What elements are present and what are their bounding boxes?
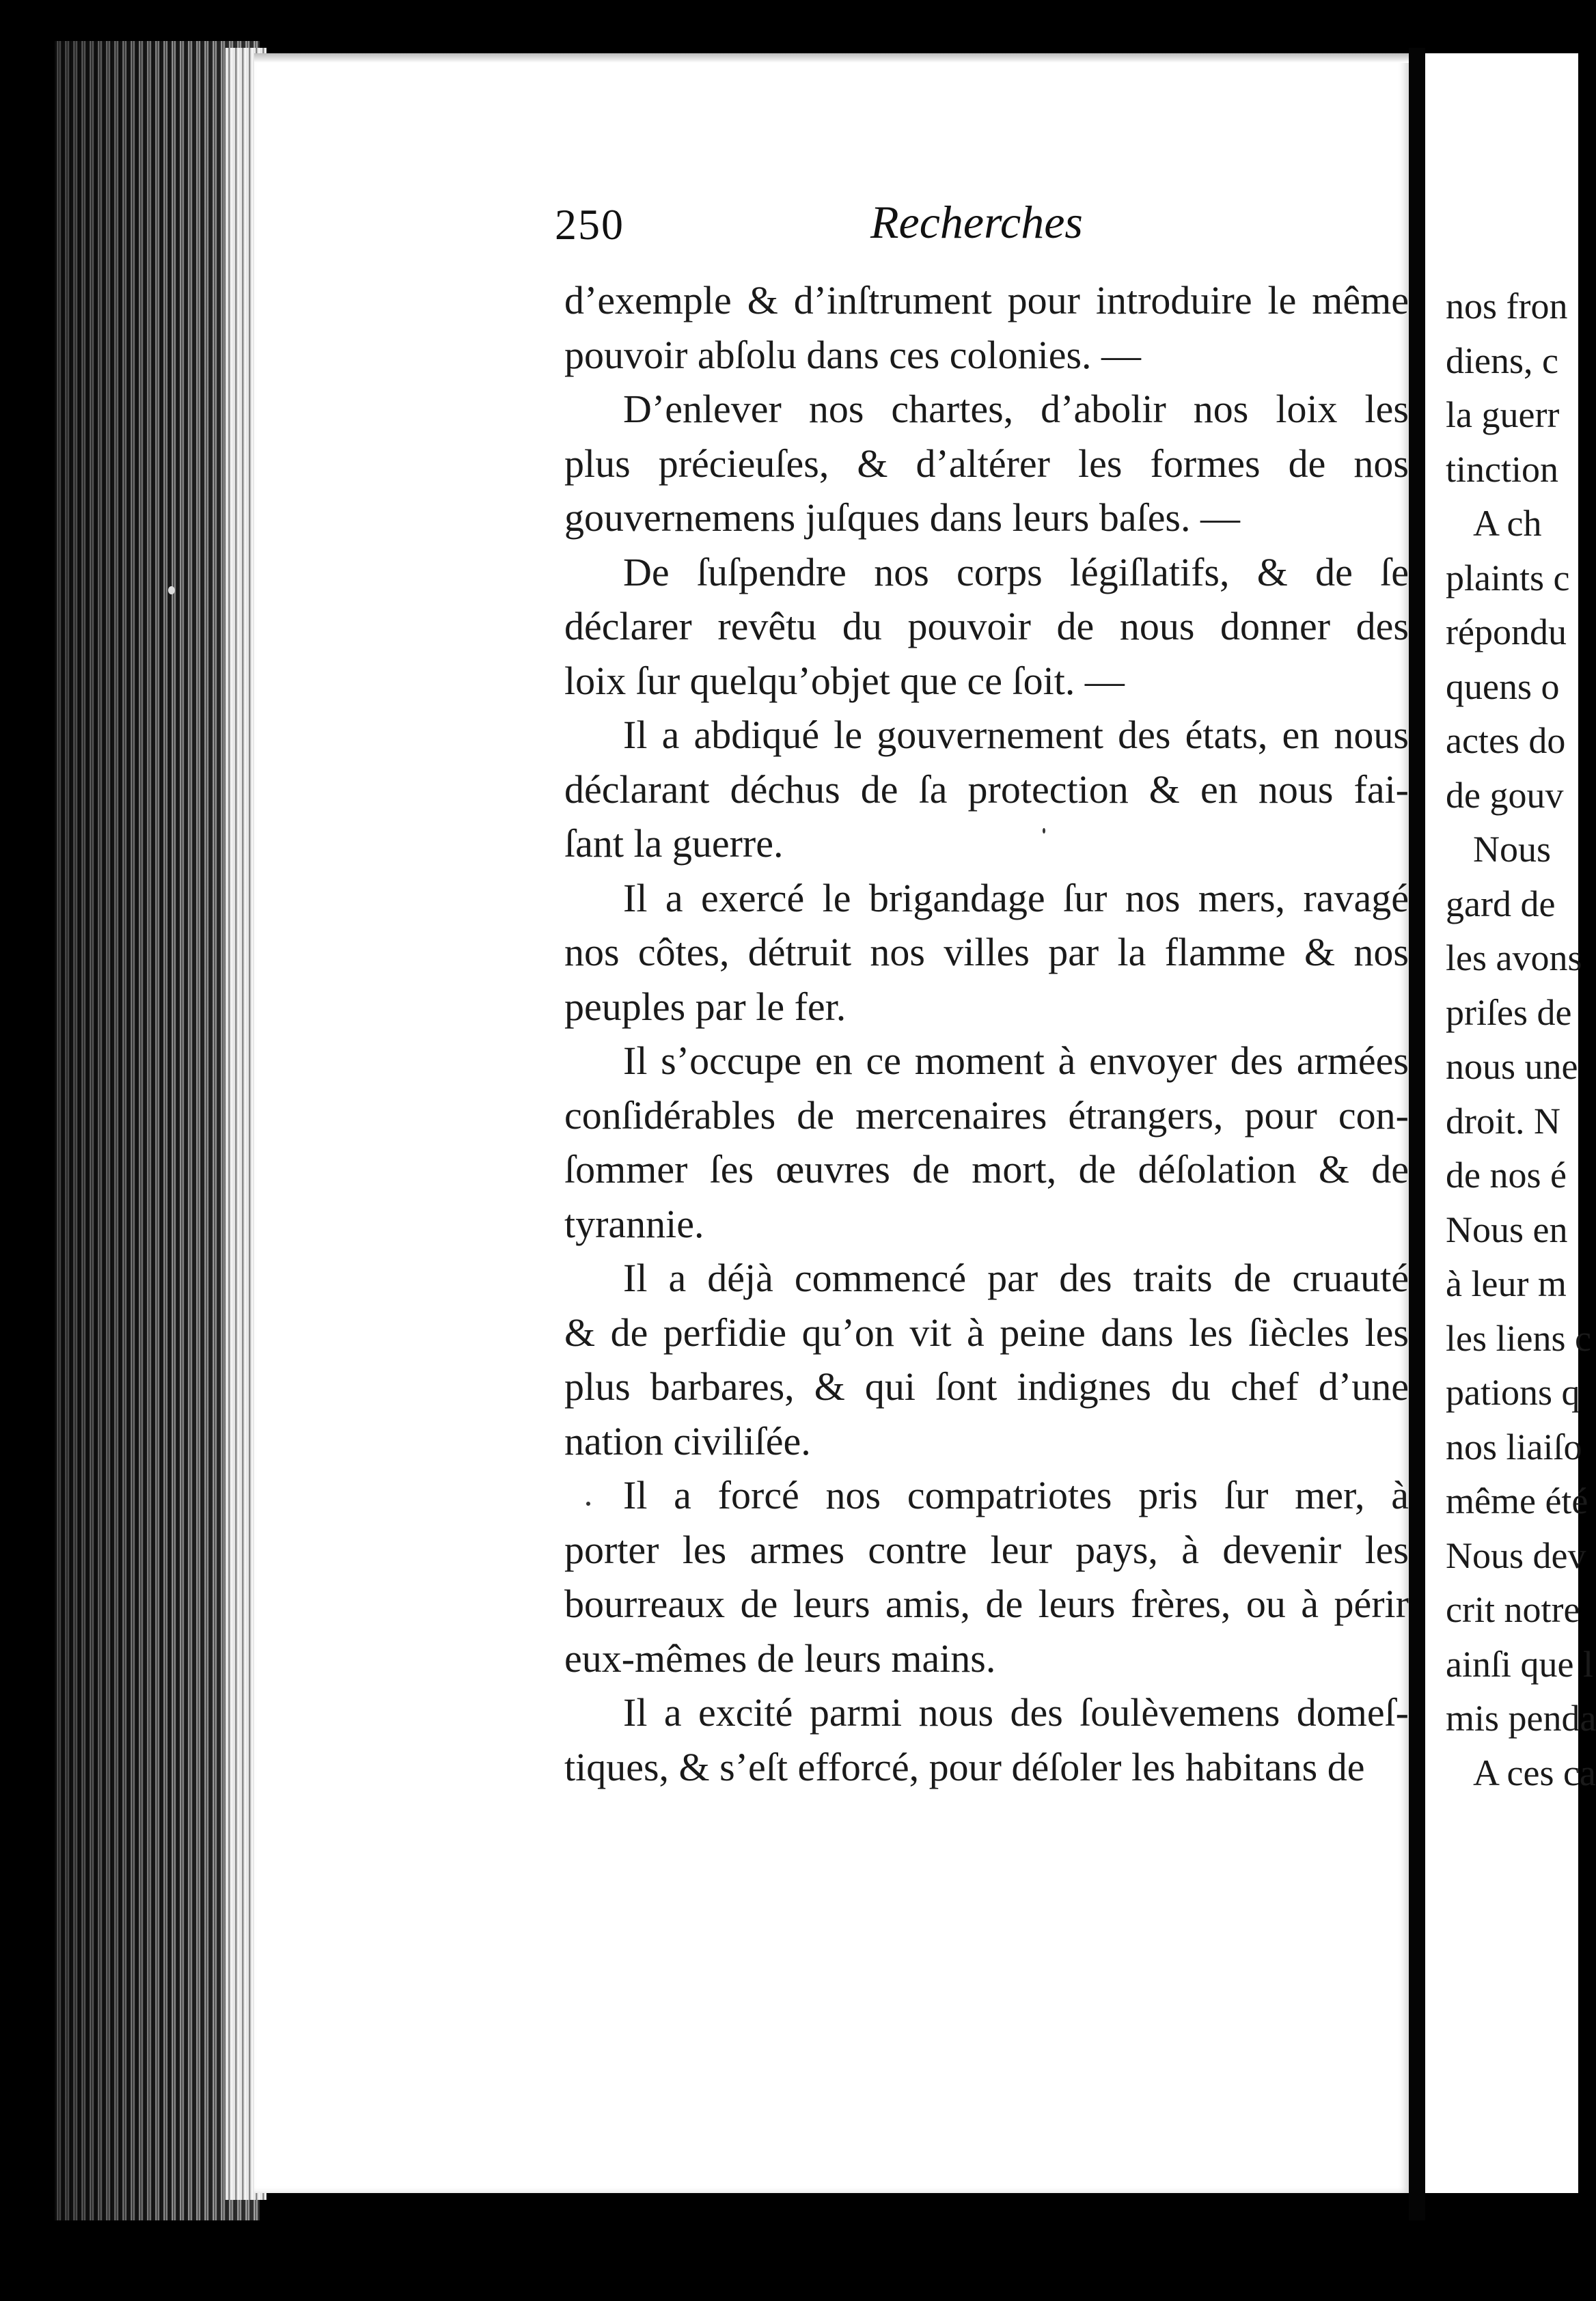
text-line: déclarant déchus de ſa protection & en nous fai- — [564, 767, 1409, 812]
text-line: Il a excité parmi nous des ſoulèvemens domeſ- — [623, 1690, 1409, 1735]
text-line: de nos é — [1446, 1155, 1567, 1196]
text-line: à leur m — [1446, 1263, 1567, 1304]
text-line: tiques, & s’eſt efforcé, pour déſoler les habitans de — [564, 1744, 1365, 1789]
running-title: Recherches — [870, 196, 1083, 248]
text-line: Il a déjà commencé par des traits de cruauté — [623, 1256, 1409, 1300]
text-line: Nous — [1473, 829, 1552, 870]
text-line: ainſi que l — [1446, 1643, 1593, 1685]
text-line: quens o — [1446, 665, 1560, 707]
ink-speck — [1043, 828, 1045, 833]
text-line: crit notre — [1446, 1589, 1580, 1630]
book-gutter — [1409, 48, 1425, 2220]
text-line: les liens c — [1446, 1317, 1591, 1359]
page-number: 250 — [555, 200, 624, 249]
text-line: diens, c — [1446, 340, 1558, 381]
text-line: droit. N — [1446, 1100, 1560, 1142]
text-line: bourreaux de leurs amis, de leurs frères, ou à périr — [564, 1582, 1409, 1626]
text-line: nation civiliſée. — [564, 1418, 811, 1463]
text-line: gard de — [1446, 883, 1556, 924]
text-line: déclarer revêtu du pouvoir de nous donner des — [564, 604, 1409, 648]
text-line: actes do — [1446, 720, 1566, 761]
text-line: A ces ca — [1473, 1752, 1596, 1793]
text-line: porter les armes contre leur pays, à devenir les — [564, 1527, 1409, 1572]
text-line: & de perfidie qu’on vit à peine dans les ſiècles les — [564, 1310, 1409, 1355]
text-line: la guerr — [1446, 394, 1560, 435]
text-line: Il a forcé nos compatriotes pris ſur mer, à — [623, 1473, 1409, 1517]
text-line: nos fron — [1446, 286, 1568, 327]
text-line: d’exemple & d’inſtrument pour introduire le même — [564, 278, 1409, 322]
text-line: plaints c — [1446, 557, 1570, 598]
text-line: eux-mêmes de leurs mains. — [564, 1636, 996, 1681]
text-line: ſant la guerre. — [564, 821, 784, 866]
text-line: Il s’occupe en ce moment à envoyer des armées — [623, 1038, 1409, 1083]
text-line: Il a abdiqué le gouvernement des états, en nous — [623, 713, 1409, 757]
text-line: les avons — [1446, 937, 1582, 978]
text-line: D’enlever nos chartes, d’abolir nos loix les — [623, 387, 1409, 431]
text-line: tinction — [1446, 448, 1558, 490]
text-line: pouvoir abſolu dans ces colonies. — — [564, 332, 1142, 377]
text-line: plus barbares, & qui ſont indignes du chef d’une — [564, 1364, 1409, 1409]
ink-speck — [168, 586, 175, 594]
text-line: pations q — [1446, 1372, 1580, 1413]
text-line: mis penda — [1446, 1698, 1596, 1739]
right-page — [1425, 53, 1596, 2193]
text-line: A ch — [1473, 503, 1542, 544]
text-line: Il a exercé le brigandage ſur nos mers, ravagé — [623, 875, 1409, 920]
text-line: priſes de — [1446, 991, 1572, 1033]
text-line: nos liaiſo — [1446, 1426, 1582, 1468]
text-line: tyrannie. — [564, 1201, 704, 1246]
text-line: répondu — [1446, 611, 1567, 652]
text-line: ſommer ſes œuvres de mort, de déſolation & de — [564, 1147, 1409, 1191]
text-line: Nous dev — [1446, 1534, 1586, 1576]
text-line: conſidérables de mercenaires étrangers, pour con- — [564, 1092, 1409, 1138]
text-line: même été — [1446, 1480, 1588, 1521]
text-line: loix ſur quelqu’objet que ce ſoit. — — [564, 658, 1125, 703]
text-line: nos côtes, détruit nos villes par la flamme & nos — [564, 930, 1409, 974]
text-line: De ſuſpendre nos corps légiſlatifs, & de ſe — [623, 549, 1409, 594]
text-line: Nous en — [1446, 1209, 1568, 1250]
ink-speck — [586, 1502, 590, 1506]
text-line: gouvernemens juſques dans leurs baſes. — — [564, 495, 1241, 540]
page-header — [555, 196, 1402, 262]
text-line: peuples par le fer. — [564, 984, 847, 1029]
text-line: plus précieuſes, & d’altérer les formes de nos — [564, 441, 1409, 486]
text-line: de gouv — [1446, 774, 1564, 816]
text-line: nous une — [1446, 1046, 1578, 1087]
